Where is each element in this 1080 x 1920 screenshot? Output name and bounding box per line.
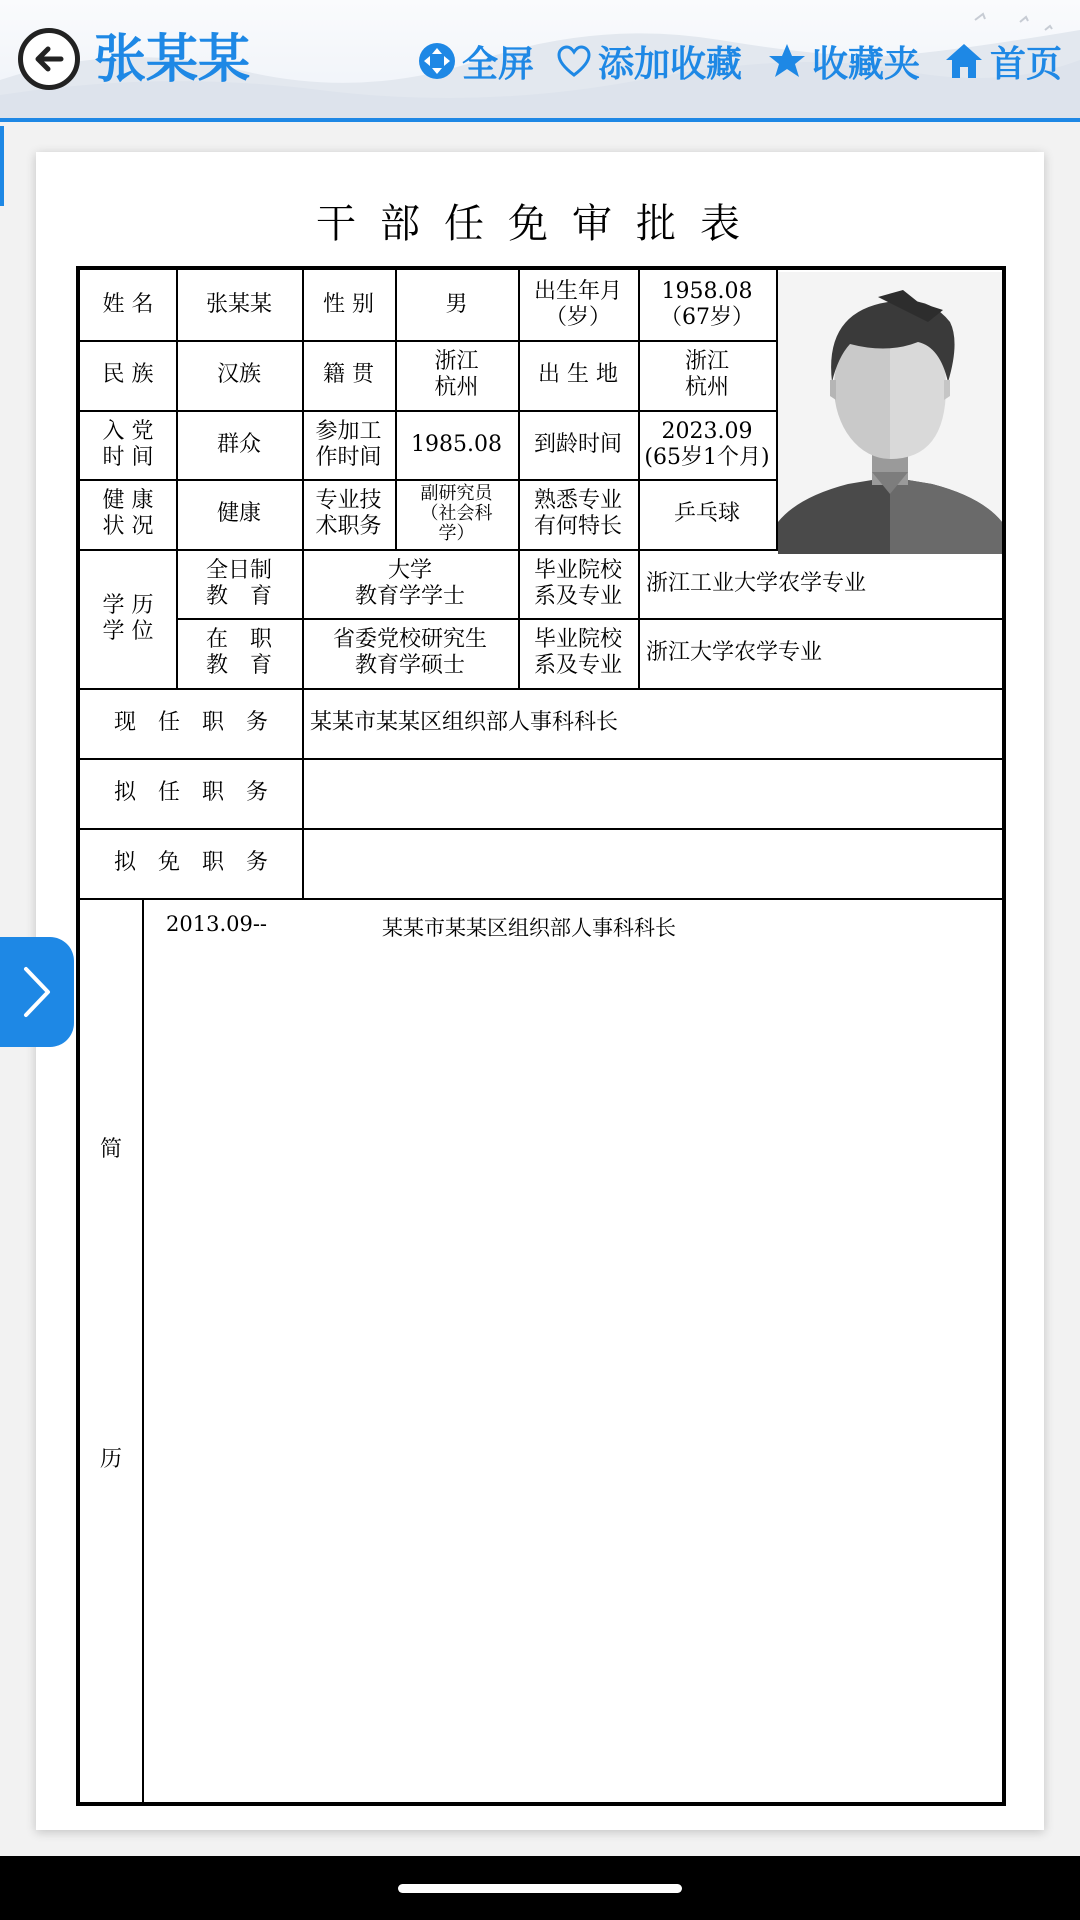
home-icon bbox=[944, 42, 984, 80]
label-specialty: 熟悉专业 有何特长 bbox=[533, 488, 622, 539]
person-silhouette-icon bbox=[778, 272, 1002, 554]
label-proposed-post: 拟 任 职 务 bbox=[113, 780, 268, 805]
resume-period: 2013.09-- bbox=[166, 912, 268, 936]
label-work-start: 参加工 作时间 bbox=[315, 418, 382, 470]
value-fulltime-degree: 大学 教育学学士 bbox=[354, 557, 465, 609]
label-gender: 性 别 bbox=[323, 292, 374, 317]
value-parttime-school: 浙江大学农学专业 bbox=[646, 640, 823, 665]
left-accent-strip bbox=[0, 126, 4, 206]
label-fulltime-education: 全日制 教 育 bbox=[205, 557, 272, 609]
back-button[interactable] bbox=[18, 28, 80, 90]
label-party-join: 入 党 时 间 bbox=[102, 418, 154, 470]
top-header bbox=[0, 0, 1080, 122]
label-retire-time: 到龄时间 bbox=[533, 431, 622, 457]
favorites-button[interactable] bbox=[768, 36, 920, 86]
label-tech-title: 专业技 术职务 bbox=[315, 488, 382, 539]
system-navigation-bar bbox=[0, 1856, 1080, 1920]
label-name: 姓 名 bbox=[102, 292, 154, 317]
label-birth: 出生年月 （岁） bbox=[533, 279, 622, 330]
page-title: 张某某 bbox=[94, 30, 251, 90]
heart-outline-icon bbox=[556, 44, 592, 78]
add-favorite-button[interactable] bbox=[556, 36, 742, 86]
home-button[interactable] bbox=[944, 36, 1062, 86]
value-work-start: 1985.08 bbox=[411, 431, 502, 457]
expand-sidebar-button[interactable] bbox=[0, 937, 74, 1047]
chevron-right-icon bbox=[20, 965, 54, 1019]
label-resume-li: 历 bbox=[99, 1447, 122, 1472]
value-proposed-removal bbox=[302, 828, 1002, 898]
resume-description: 某某市某某区组织部人事科科长 bbox=[382, 916, 676, 940]
profile-photo bbox=[778, 272, 1002, 554]
value-native-place: 浙江 杭州 bbox=[434, 349, 479, 400]
fullscreen-icon bbox=[418, 42, 456, 80]
resume-area bbox=[80, 898, 1002, 1802]
value-party: 群众 bbox=[216, 431, 261, 457]
value-parttime-degree: 省委党校研究生 教育学硕士 bbox=[332, 627, 487, 678]
fullscreen-label: 全屏 bbox=[462, 43, 535, 85]
label-resume-jian: 简 bbox=[99, 1137, 122, 1162]
label-current-post: 现 任 职 务 bbox=[113, 710, 268, 735]
label-parttime-education: 在 职 教 育 bbox=[205, 627, 272, 678]
label-birthplace: 出 生 地 bbox=[538, 362, 618, 387]
value-health: 健康 bbox=[216, 501, 261, 526]
value-birthplace: 浙江 杭州 bbox=[684, 349, 729, 400]
value-name: 张某某 bbox=[205, 292, 272, 317]
label-proposed-removal: 拟 免 职 务 bbox=[113, 850, 268, 875]
form-title: 干部任免审批表 bbox=[316, 201, 764, 247]
value-fulltime-school: 浙江工业大学农学专业 bbox=[646, 570, 867, 596]
value-proposed-post bbox=[302, 758, 1002, 828]
value-ethnicity: 汉族 bbox=[216, 362, 261, 387]
arrow-left-icon bbox=[31, 41, 67, 77]
star-icon bbox=[768, 42, 806, 80]
label-school-parttime: 毕业院校 系及专业 bbox=[533, 627, 622, 678]
add-favorite-label: 添加收藏 bbox=[598, 43, 743, 85]
label-health: 健 康 状 况 bbox=[102, 488, 154, 539]
home-indicator[interactable] bbox=[398, 1884, 682, 1893]
label-ethnicity: 民 族 bbox=[102, 362, 154, 387]
form-sheet bbox=[36, 152, 1044, 1830]
value-retire-time: 2023.09 (65岁1个月) bbox=[644, 418, 770, 470]
fullscreen-button[interactable] bbox=[418, 36, 534, 86]
value-specialty: 乒乓球 bbox=[673, 501, 740, 526]
label-education: 学 历 学 位 bbox=[102, 592, 154, 644]
favorites-label: 收藏夹 bbox=[812, 43, 921, 85]
value-gender: 男 bbox=[445, 292, 468, 317]
value-tech-title: 副研究员 （社会科 学） bbox=[420, 483, 493, 544]
label-school-fulltime: 毕业院校 系及专业 bbox=[533, 557, 622, 609]
value-birth: 1958.08 （67岁） bbox=[660, 279, 754, 330]
home-label: 首页 bbox=[990, 43, 1063, 85]
approval-table bbox=[76, 266, 1006, 1806]
label-native-place: 籍 贯 bbox=[323, 362, 374, 387]
value-current-post: 某某市某某区组织部人事科科长 bbox=[310, 710, 619, 735]
